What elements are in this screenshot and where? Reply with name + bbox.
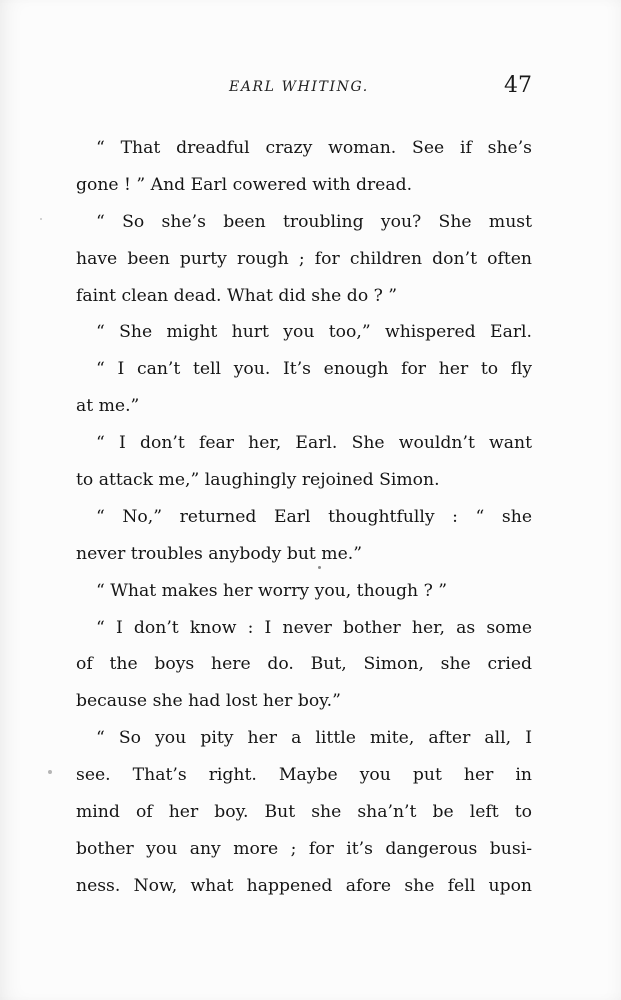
- text-line: faint clean dead. What did she do ? ”: [76, 285, 398, 306]
- text-line: “ I can’t tell you. It’s enough for her to fly: [96, 359, 532, 380]
- text-line: “ That dreadful crazy woman. See if she’s: [96, 138, 532, 158]
- text-line: “ So she’s been troubling you? She must: [96, 211, 532, 232]
- paper-speck: [40, 218, 42, 220]
- text-line: at me.”: [76, 396, 140, 417]
- text-line: of the boys here do. But, Simon, she cried: [76, 654, 532, 675]
- paper-speck: [318, 566, 321, 569]
- page-number: 47: [504, 73, 532, 98]
- text-line: to attack me,” laughingly rejoined Simon.: [76, 470, 440, 491]
- running-title: EARL WHITING.: [229, 79, 369, 95]
- text-line: “ No,” returned Earl thoughtfully : “ she: [96, 506, 532, 527]
- text-line: “ What makes her worry you, though ? ”: [96, 580, 448, 601]
- text-line: never troubles anybody but me.”: [76, 543, 363, 564]
- text-line: because she had lost her boy.”: [76, 691, 341, 712]
- text-line: mind of her boy. But she sha’n’t be left to: [76, 802, 532, 823]
- text-line: ness. Now, what happened afore she fell upon: [76, 875, 532, 896]
- text-line: “ She might hurt you too,” whispered Earl.: [96, 322, 532, 343]
- text-line: bother you any more ; for it’s dangerous busi-: [76, 838, 532, 859]
- text-line: gone ! ” And Earl cowered with dread.: [76, 174, 413, 195]
- text-line: “ So you pity her a little mite, after all, I: [96, 728, 532, 749]
- body-text: [76, 130, 532, 905]
- text-line: have been purty rough ; for children don’t often: [76, 248, 532, 269]
- text-line: “ I don’t know : I never bother her, as some: [96, 617, 532, 638]
- text-line: see. That’s right. Maybe you put her in: [76, 765, 532, 786]
- running-head: [76, 73, 532, 103]
- text-line: “ I don’t fear her, Earl. She wouldn’t want: [96, 433, 532, 454]
- paper-speck: [48, 770, 52, 774]
